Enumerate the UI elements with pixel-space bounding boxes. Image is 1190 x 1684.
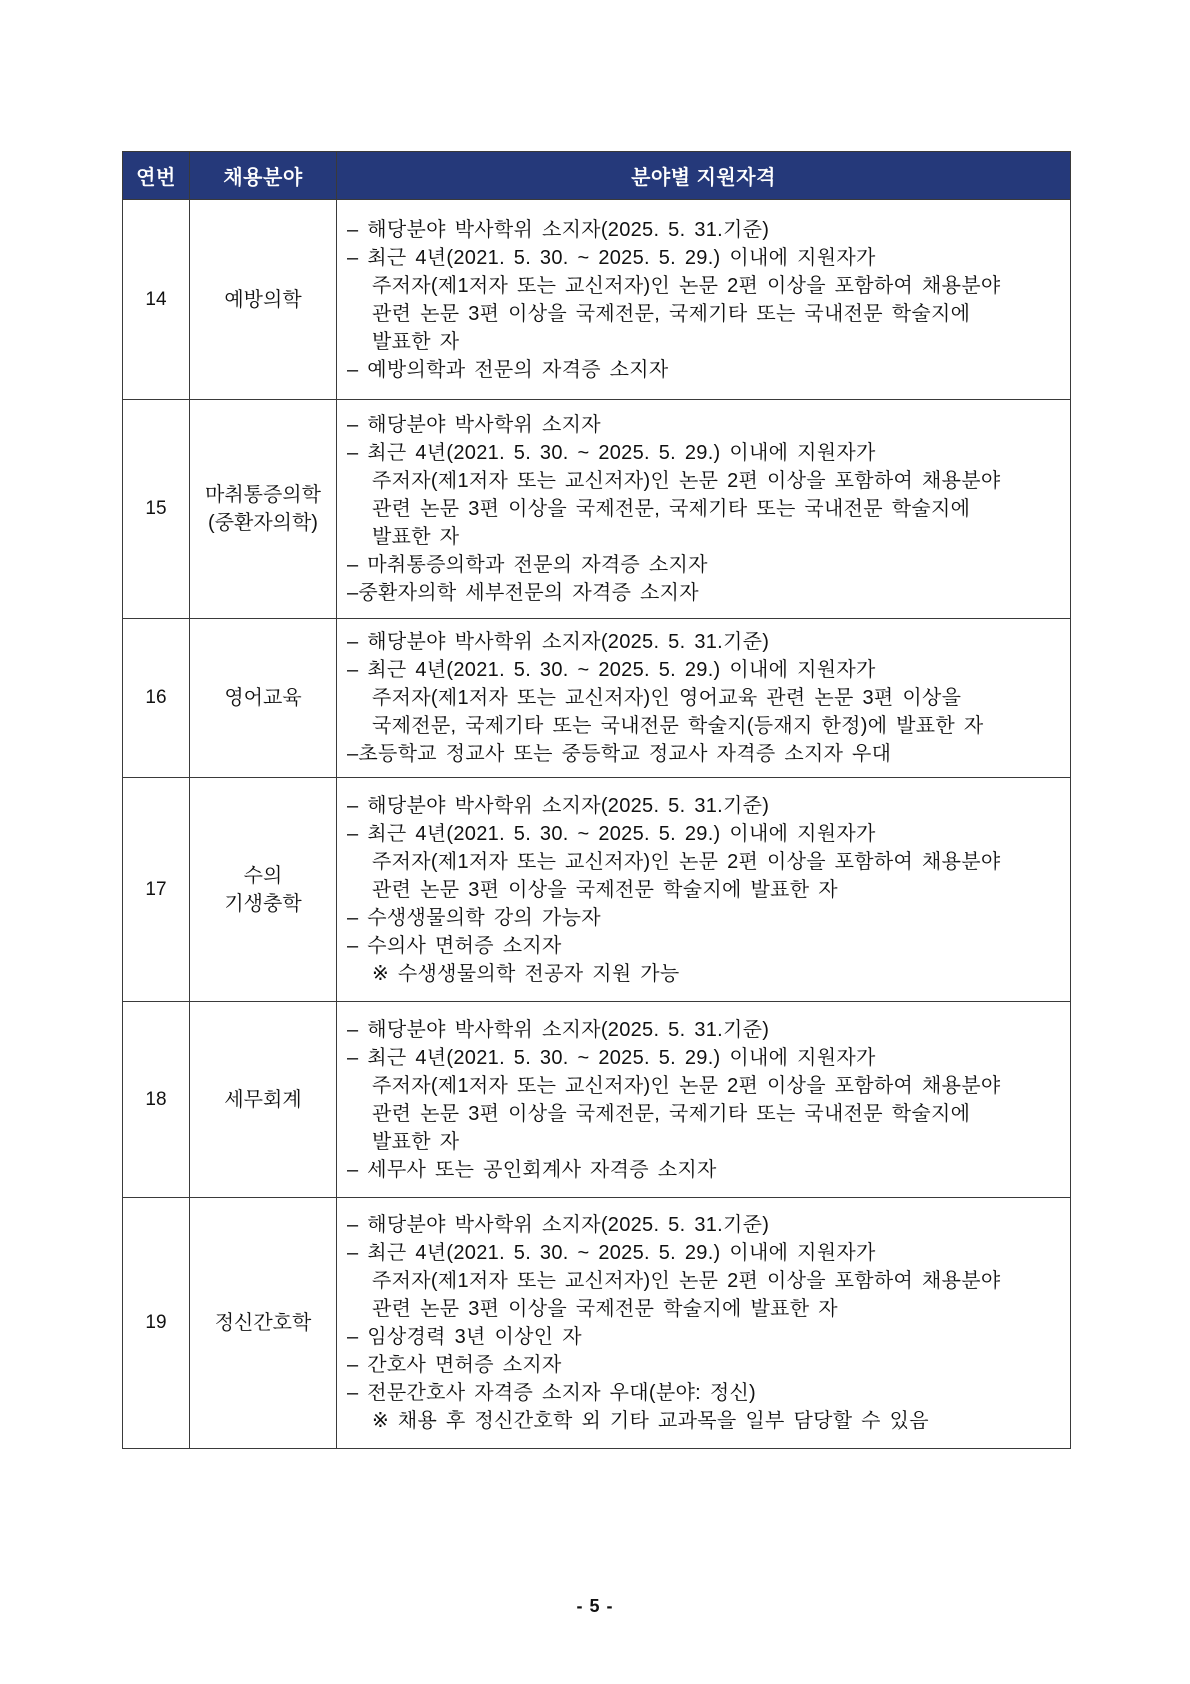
qualifications-cell [337,1198,1071,1449]
qualification-item [337,551,1070,579]
table-row [123,200,1071,400]
header-qualifications: 분야별 지원자격 [337,152,1071,200]
qualification-line: – 마취통증의학과 전문의 자격증 소지자 [347,554,708,576]
qualification-item [337,1016,1070,1044]
table-header-row [123,152,1071,200]
qualification-item [337,740,1070,768]
qualification-line: 관련 논문 3편 이상을 국제전문, 국제기타 또는 국내전문 학술지에 [372,498,971,520]
qualifications-cell [337,778,1071,1002]
header-field: 채용분야 [190,152,337,200]
qualification-line: 관련 논문 3편 이상을 국제전문, 국제기타 또는 국내전문 학술지에 [372,1102,971,1125]
qualification-line: – 수의사 면허증 소지자 [347,934,562,957]
qualification-line: – 전문간호사 자격증 소지자 우대(분야: 정신) [347,1382,757,1404]
qualification-item [337,1044,1070,1156]
qualification-line: –초등학교 정교사 또는 중등학교 정교사 자격증 소지자 우대 [347,743,892,765]
qualification-item [337,656,1070,740]
qualifications-cell [337,1002,1071,1198]
qualification-line: – 수생생물의학 강의 가능자 [347,906,601,929]
qualification-line: – 최근 4년(2021. 5. 30. ~ 2025. 5. 29.) 이내에 지원자가 [347,1046,876,1069]
row-number: 19 [123,1198,190,1449]
qualification-line: – 최근 4년(2021. 5. 30. ~ 2025. 5. 29.) 이내에 지원자가 [347,246,876,269]
row-number: 16 [123,619,190,778]
qualification-item [337,1239,1070,1323]
qualification-item [337,1379,1070,1407]
qualifications-cell [337,619,1071,778]
recruitment-field [190,619,337,778]
qualification-table [122,151,1071,1449]
qualification-line: – 임상경력 3년 이상인 자 [347,1326,582,1348]
qualification-line: – 최근 4년(2021. 5. 30. ~ 2025. 5. 29.) 이내에 지원자가 [347,822,876,845]
qualification-line: – 해당분야 박사학위 소지자(2025. 5. 31.기준) [347,631,770,653]
field-name-line: 마취통증의학 [205,484,321,506]
field-name-line: 기생충학 [224,892,302,915]
qualification-line: 관련 논문 3편 이상을 국제전문 학술지에 발표한 자 [372,1298,838,1320]
field-name-line: 수의 [243,864,283,887]
table-row [123,1002,1071,1198]
field-name-line: 영어교육 [224,687,302,709]
qualification-note [337,1407,1070,1435]
table-row [123,778,1071,1002]
note-line: ※ 채용 후 정신간호학 외 기타 교과목을 일부 담당할 수 있음 [372,1410,929,1432]
recruitment-field [190,778,337,1002]
recruitment-field [190,200,337,400]
qualification-line: 발표한 자 [372,526,460,548]
qualification-item [337,820,1070,904]
qualification-line: 주저자(제1저자 또는 교신저자)인 논문 2편 이상을 포함하여 채용분야 [372,850,1001,873]
qualification-line: 주저자(제1저자 또는 교신저자)인 논문 2편 이상을 포함하여 채용분야 [372,274,1001,297]
qualification-line: 발표한 자 [372,1130,460,1153]
field-name-line: (중환자의학) [208,512,318,534]
qualification-line: – 해당분야 박사학위 소지자(2025. 5. 31.기준) [347,218,770,241]
qualification-item [337,1351,1070,1379]
field-name-line: 세무회계 [224,1088,302,1111]
qualification-item [337,792,1070,820]
qualifications-cell [337,400,1071,619]
qualification-line: – 최근 4년(2021. 5. 30. ~ 2025. 5. 29.) 이내에 지원자가 [347,442,876,464]
page-number: - 5 - [576,1596,614,1616]
qualification-line: 주저자(제1저자 또는 교신저자)인 논문 2편 이상을 포함하여 채용분야 [372,1074,1001,1097]
table-row [123,619,1071,778]
qualification-item [337,579,1070,607]
field-name-line: 예방의학 [224,288,302,311]
qualification-line: 관련 논문 3편 이상을 국제전문, 국제기타 또는 국내전문 학술지에 [372,302,971,325]
row-number: 15 [123,400,190,619]
qualification-line: – 해당분야 박사학위 소지자(2025. 5. 31.기준) [347,1214,770,1236]
qualification-line: – 해당분야 박사학위 소지자 [347,414,601,436]
qualification-item [337,244,1070,356]
qualification-item [337,1323,1070,1351]
table-row [123,1198,1071,1449]
field-name-line: 정신간호학 [214,1312,312,1334]
qualification-line: 관련 논문 3편 이상을 국제전문 학술지에 발표한 자 [372,878,838,901]
row-number: 14 [123,200,190,400]
qualification-line: 국제전문, 국제기타 또는 국내전문 학술지(등재지 한정)에 발표한 자 [372,715,984,737]
qualification-item [337,628,1070,656]
qualification-line: 주저자(제1저자 또는 교신저자)인 논문 2편 이상을 포함하여 채용분야 [372,1270,1001,1292]
qualification-line: – 최근 4년(2021. 5. 30. ~ 2025. 5. 29.) 이내에 지원자가 [347,1242,876,1264]
qualification-line: – 예방의학과 전문의 자격증 소지자 [347,358,669,381]
qualification-note [337,960,1070,988]
note-line: ※ 수생생물의학 전공자 지원 가능 [372,962,680,985]
qualification-line: – 간호사 면허증 소지자 [347,1354,562,1376]
row-number: 17 [123,778,190,1002]
row-number: 18 [123,1002,190,1198]
qualification-line: 주저자(제1저자 또는 교신저자)인 논문 2편 이상을 포함하여 채용분야 [372,470,1001,492]
qualification-line: 주저자(제1저자 또는 교신저자)인 영어교육 관련 논문 3편 이상을 [372,687,962,709]
qualification-item [337,1211,1070,1239]
qualification-line: –중환자의학 세부전문의 자격증 소지자 [347,582,699,604]
table-row [123,400,1071,619]
qualification-item [337,932,1070,960]
recruitment-field [190,1002,337,1198]
qualification-item [337,904,1070,932]
qualification-line: 발표한 자 [372,330,460,353]
qualification-item [337,216,1070,244]
header-no: 연번 [123,152,190,200]
qualification-line: – 최근 4년(2021. 5. 30. ~ 2025. 5. 29.) 이내에 지원자가 [347,659,876,681]
qualification-item [337,1156,1070,1184]
qualification-item [337,411,1070,439]
recruitment-field [190,1198,337,1449]
qualification-line: – 해당분야 박사학위 소지자(2025. 5. 31.기준) [347,794,770,817]
recruitment-field [190,400,337,619]
qualifications-cell [337,200,1071,400]
qualification-line: – 세무사 또는 공인회계사 자격증 소지자 [347,1158,717,1181]
qualification-item [337,356,1070,384]
qualification-line: – 해당분야 박사학위 소지자(2025. 5. 31.기준) [347,1018,770,1041]
qualification-item [337,439,1070,551]
